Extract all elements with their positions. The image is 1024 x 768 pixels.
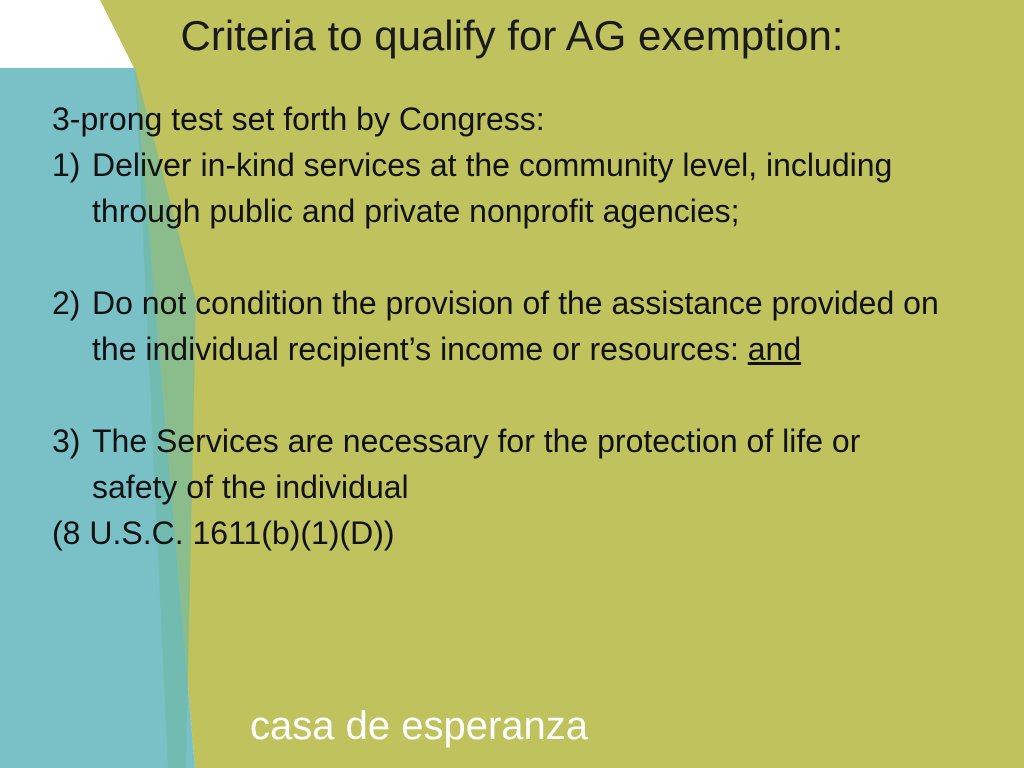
slide-body [52,96,992,556]
list-number: 2) [52,285,81,321]
casa-de-esperanza-logo: casa de esperanza [250,704,589,748]
spacer [52,234,992,280]
list-text-main: Do not condition the provision of the assistance provided on the individual recipient’s income or resources: [92,285,939,367]
emphasis-and: and [747,331,802,367]
intro-line: 3-prong test set forth by Congress: [52,101,545,137]
list-text [92,280,992,372]
list-item-1 [52,142,992,234]
list-number: 1) [52,147,81,183]
citation: (8 U.S.C. 1611(b)(1)(D)) [52,515,395,551]
list-item-2 [52,280,992,372]
list-number: 3) [52,423,81,459]
list-text: Deliver in-kind services at the community level, including through public and private nonprofit agencies; [92,147,893,229]
slide-title: Criteria to qualify for AG exemption: [180,12,844,59]
list-text: The Services are necessary for the protection of life or safety of the individual [92,423,861,505]
list-item-3 [52,418,992,510]
spacer [52,372,992,418]
